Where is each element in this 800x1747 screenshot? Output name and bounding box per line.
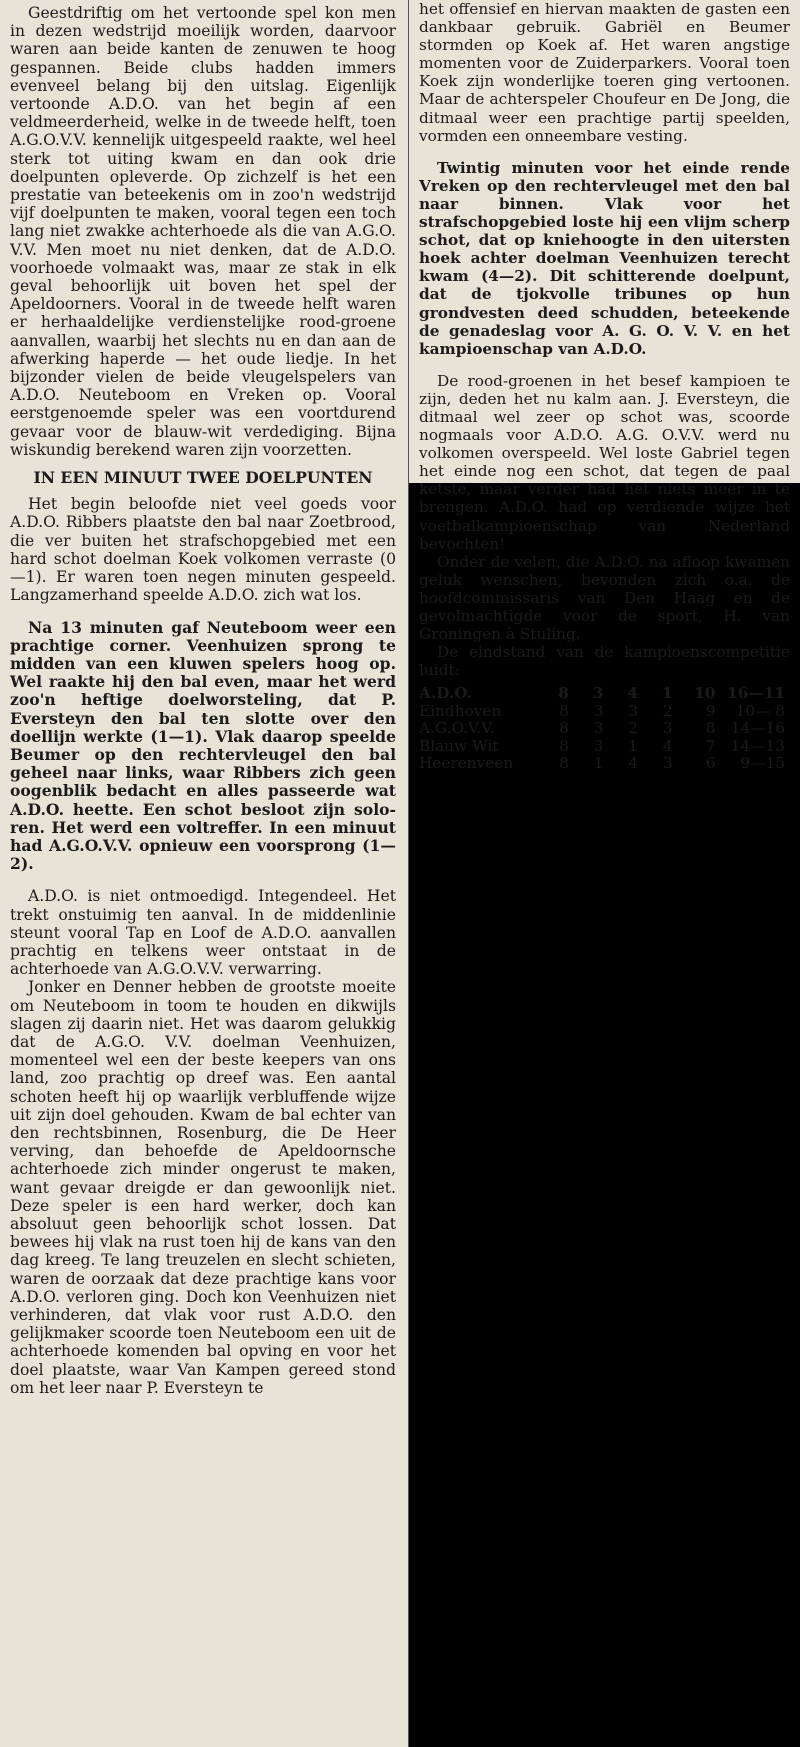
won-cell: 3	[593, 701, 604, 720]
points-cell: 8	[705, 719, 716, 738]
team-name: Eindhoven	[419, 701, 502, 720]
team-name: A.G.O.V.V.	[419, 719, 495, 738]
played-cell: 8	[559, 736, 569, 755]
points-cell: 6	[705, 754, 716, 773]
table-row	[419, 755, 790, 773]
team-name: A.D.O.	[419, 684, 472, 703]
drawn-cell: 3	[628, 701, 639, 720]
article-paragraph: Onder de velen, die A.D.O. na afloop kwamen geluk wenschen, bevonden zich o.a. de hoofdcommissaris van Den Haag en de gevolmachtigde voor de sport, H. van Groningen à Stuling.	[419, 552, 790, 644]
won-cell: 3	[592, 684, 604, 703]
played-cell: 8	[559, 719, 569, 738]
standings-table	[419, 685, 790, 773]
goals-cell: 9—15	[740, 754, 785, 773]
goals-cell: 14—16	[730, 719, 785, 738]
article-paragraph-bold: Twintig minuten voor het einde rende Vreken op den rechtervleugel met den bal naar binnen. Vlak voor het strafschopgebied loste hij een vlijm scherp schot, dat op kniehoogte in den uitersten hoek achter doelman Veenhuizen terecht kwam (4—2). Dit schitterende doelpunt, dat de tjokvolle tribunes op hun grondvesten deed schudden, beteekende de genadeslag voor A. G. O. V. V. en het kampioenschap van A.D.O.	[419, 158, 790, 358]
table-row	[419, 703, 790, 721]
team-name: Blauw Wit	[419, 736, 499, 755]
lost-cell: 3	[662, 754, 673, 773]
drawn-cell: 1	[628, 736, 639, 755]
played-cell: 8	[558, 684, 569, 703]
won-cell: 3	[593, 719, 604, 738]
goals-cell: 10— 8	[735, 701, 785, 720]
article-paragraph: Geestdriftig om het vertoonde spel kon men in dezen wedstrijd moeilijk worden, daarvoor waren aan beide kanten de zenuwen te hoog gespannen. Beide clubs hadden immers evenveel belang bij den uitslag. Eigenlijk vertoonde A.D.O. van het begin af een veldmeerderheid, welke in de tweede helft, toen A.G.O.V.V. kennelijk uitgespeeld raakte, wel heel sterk tot uiting kwam en dan ook drie doelpunten opleverde. Op zichzelf is het een prestatie van beteekenis om in zoo'n wedstrijd vijf doelpunten te maken, vooral tegen een toch lang niet zwakke achterhoede als die van A.G.O. V.V. Men moet nu niet denken, dat de A.D.O. voorhoede volmaakt was, maar ze stak in elk geval behoorlijk uit boven het spel der Apeldoorners. Vooral in de tweede helft waren er herhaaldelijke verdienstelijke rood-groene aanvallen, waarbij het slechts nu en dan aan de afwerking haperde — het oude liedje. In het bijzonder vielen de beide vleugelspelers van A.D.O. Neuteboom en Vreken op. Vooral eerstgenoemde speler was een voortdurend gevaar voor de blauw-wit verdediging. Bijna wiskundig berekend waren zijn voorzetten.	[10, 4, 396, 459]
article-paragraph: De rood-groenen in het besef kampioen te zijn, deden het nu kalm aan. J. Eversteyn, die ditmaal wel zeer op schot was, scoorde nogmaals voor A.D.O. A.G. O.V.V. werd nu volkomen overspeeld. Wel loste Gabriel tegen het einde nog een schot, dat tegen de paal ketste, maar verder had het niets meer in te brengen. A.D.O. had op verdiende wijze het voetbalkampioenschap van Nederland bevochten!	[419, 371, 790, 553]
lost-cell: 2	[662, 701, 673, 720]
article-paragraph: A.D.O. is niet ontmoedigd. Integendeel. Het trekt onstuimig ten aanval. In de middenlinie steunt vooral Tap en Loof de A.D.O. aanvallen prachtig en telkens weer ontstaat in de achterhoede van A.G.O.V.V. verwarring.	[10, 887, 396, 979]
points-cell: 9	[705, 701, 716, 720]
won-cell: 1	[593, 754, 604, 773]
goals-cell: 14—13	[730, 736, 785, 755]
goals-cell: 16—11	[727, 684, 785, 703]
won-cell: 3	[593, 736, 604, 755]
right-column	[409, 0, 800, 773]
played-cell: 8	[559, 701, 569, 720]
lost-cell: 1	[661, 684, 673, 703]
table-row	[419, 720, 790, 738]
article-paragraph: Jonker en Denner hebben de grootste moeite om Neuteboom in toom te houden en dikwijls slagen zij daarin niet. Het was daarom gelukkig dat de A.G.O. V.V. doelman Veenhuizen, momenteel wel een der beste keepers van ons land, zoo prachtig op dreef was. Een aantal schoten heeft hij op waarlijk verbluffende wijze uit zijn doel gehouden. Kwam de bal echter van den rechtsbinnen, Rosenburg, die De Heer verving, dan behoefde de Apeldoornsche achterhoede zich minder ongerust te maken, want gevaar dreigde er dan gewoonlijk niet. Deze speler is een hard werker, doch kan absoluut geen behoorlijk schot lossen. Dat bewees hij vlak na rust toen hij de kans van den dag kreeg. Te lang treuzelen en slecht schieten, waren de oorzaak dat deze prachtige kans voor A.D.O. verloren ging. Doch kon Veenhuizen niet verhinderen, dat vlak voor rust A.D.O. den gelijkmaker scoorde toen Neuteboom een uit de achterhoede komenden bal opving en voor het doel plaatste, waar Van Kampen gereed stond om het leer naar P. Eversteyn te	[10, 978, 396, 1397]
article-paragraph: De eindstand van de kampioenscompetitie luidt:	[419, 643, 790, 680]
team-name: Heerenveen	[419, 754, 514, 773]
points-cell: 7	[705, 736, 716, 755]
section-heading: IN EEN MINUUT TWEE DOELPUNTEN	[33, 468, 373, 488]
drawn-cell: 4	[628, 754, 639, 773]
article-paragraph: het offensief en hiervan maakten de gasten een dankbaar gebruik. Gabriël en Beumer stormden op Koek af. Het waren angstige momenten voor de Zuiderparkers. Vooral toen Koek zijn wonderlijke toeren ging vertoonen. Maar de achterspeler Choufeur en De Jong, die ditmaal weer een prachtige partij speelden, vormden een onneembare vesting.	[419, 0, 790, 145]
points-cell: 10	[694, 684, 716, 703]
lost-cell: 3	[662, 719, 673, 738]
lost-cell: 4	[662, 736, 673, 755]
table-row	[419, 685, 790, 703]
table-row	[419, 738, 790, 756]
article-paragraph-bold: Na 13 minuten gaf Neuteboom weer een prachtige corner. Veenhuizen sprong te midden van een kluwen spelers hoog op. Wel raakte hij den bal even, maar het werd zoo'n heftige doelworsteling, dat P. Eversteyn den bal ten slotte over den doellijn werkte (1—1). Vlak daarop speelde Beumer op den rechtervleugel den bal geheel naar links, waar Ribbers zich geen oogenblik bedacht en alles passeerde wat A.D.O. heette. Een schot besloot zijn solo-ren. Het werd een voltreffer. In een minuut had A.G.O.V.V. opnieuw een voorsprong (1—2).	[10, 617, 396, 874]
drawn-cell: 2	[628, 719, 639, 738]
article-paragraph: Het begin beloofde niet veel goeds voor A.D.O. Ribbers plaatste den bal naar Zoetbrood, die ver buiten het strafschopgebied met een hard schot doelman Koek volkomen verraste (0—1). Er waren toen negen minuten gespeeld. Langzamerhand speelde A.D.O. zich wat los.	[10, 495, 396, 605]
played-cell: 8	[559, 754, 569, 773]
drawn-cell: 4	[627, 684, 639, 703]
